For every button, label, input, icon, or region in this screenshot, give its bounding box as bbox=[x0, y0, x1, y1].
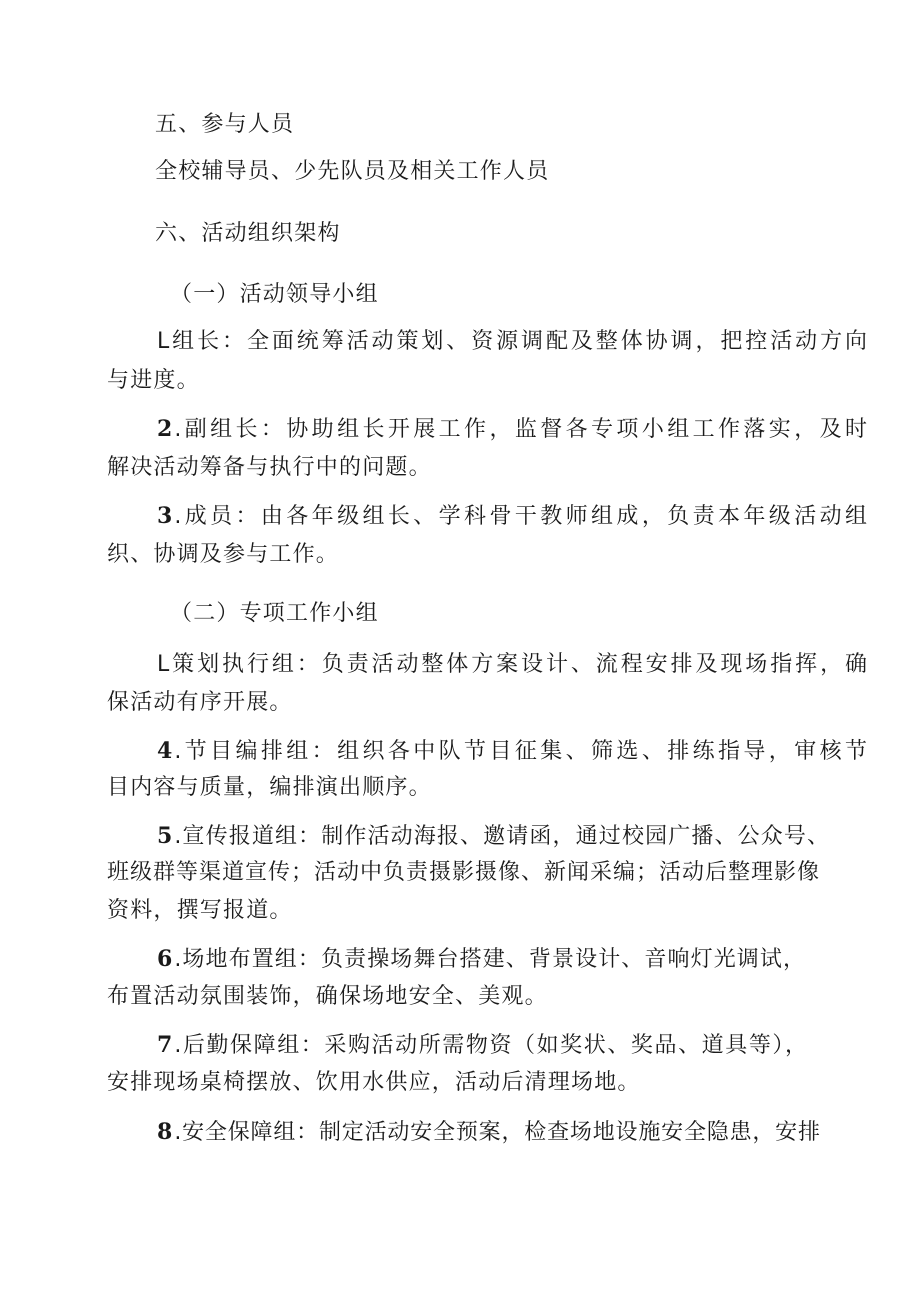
list-item-text: .节目编排组：组织各中队节目征集、筛选、排练指导，审核节 bbox=[174, 739, 867, 764]
list-item-number: 3 bbox=[157, 503, 173, 529]
section-5-body: 全校辅导员、少先队员及相关工作人员 bbox=[155, 159, 550, 184]
list-item-number: 7 bbox=[157, 1032, 173, 1058]
list-item-line bbox=[157, 1118, 820, 1147]
list-item-text: .后勤保障组：采购活动所需物资（如奖状、奖品、道具等）， bbox=[174, 1033, 807, 1058]
list-item-continuation: 布置活动氛围装饰，确保场地安全、美观。 bbox=[107, 984, 548, 1009]
list-item-continuation: 安排现场桌椅摆放、饮用水供应，活动后清理场地。 bbox=[107, 1070, 641, 1095]
list-item-number: 8 bbox=[157, 1119, 173, 1145]
list-item-continuation: 资料，撰写报道。 bbox=[107, 898, 293, 923]
list-item-line bbox=[157, 502, 867, 531]
subsection-2-title: （二）专项工作小组 bbox=[170, 601, 379, 626]
list-item-line bbox=[157, 737, 867, 766]
list-item-number: L bbox=[157, 329, 170, 354]
list-item-continuation: 解决活动筹备与执行中的问题。 bbox=[107, 455, 432, 480]
list-item-number: 4 bbox=[157, 738, 173, 764]
list-item-text: 策划执行组：负责活动整体方案设计、流程安排及现场指挥，确 bbox=[169, 652, 867, 677]
list-item-number: 5 bbox=[157, 823, 173, 849]
list-item-line bbox=[157, 1031, 807, 1060]
list-item-continuation: 与进度。 bbox=[107, 368, 200, 393]
list-item-continuation: 织、协调及参与工作。 bbox=[107, 542, 340, 567]
list-item-line bbox=[157, 415, 867, 444]
list-item-text: 组长：全面统筹活动策划、资源调配及整体协调，把控活动方向 bbox=[169, 329, 867, 354]
list-item-text: .副组长：协助组长开展工作，监督各专项小组工作落实，及时 bbox=[174, 417, 867, 442]
list-item-text: .场地布置组：负责操场舞台搭建、背景设计、音响灯光调试， bbox=[174, 947, 805, 972]
list-item-line bbox=[157, 651, 867, 679]
section-6-heading: 六、活动组织架构 bbox=[155, 221, 341, 246]
list-item-line bbox=[157, 328, 867, 356]
list-item-text: .成员：由各年级组长、学科骨干教师组成，负责本年级活动组 bbox=[174, 504, 867, 529]
list-item-continuation: 目内容与质量，编排演出顺序。 bbox=[107, 775, 432, 800]
list-item-continuation: 保活动有序开展。 bbox=[107, 690, 293, 715]
list-item-line bbox=[157, 945, 805, 974]
list-item-number: L bbox=[157, 652, 170, 677]
section-5-heading: 五、参与人员 bbox=[155, 112, 295, 137]
subsection-1-title: （一）活动领导小组 bbox=[170, 282, 379, 307]
list-item-number: 6 bbox=[157, 946, 173, 972]
list-item-line bbox=[157, 822, 829, 851]
list-item-text: .宣传报道组：制作活动海报、邀请函，通过校园广播、公众号、 bbox=[174, 824, 829, 849]
list-item-number: 2 bbox=[157, 416, 173, 442]
list-item-continuation: 班级群等渠道宣传；活动中负责摄影摄像、新闻采编；活动后整理影像 bbox=[107, 860, 819, 885]
list-item-text: .安全保障组：制定活动安全预案，检查场地设施安全隐患，安排 bbox=[174, 1120, 820, 1145]
